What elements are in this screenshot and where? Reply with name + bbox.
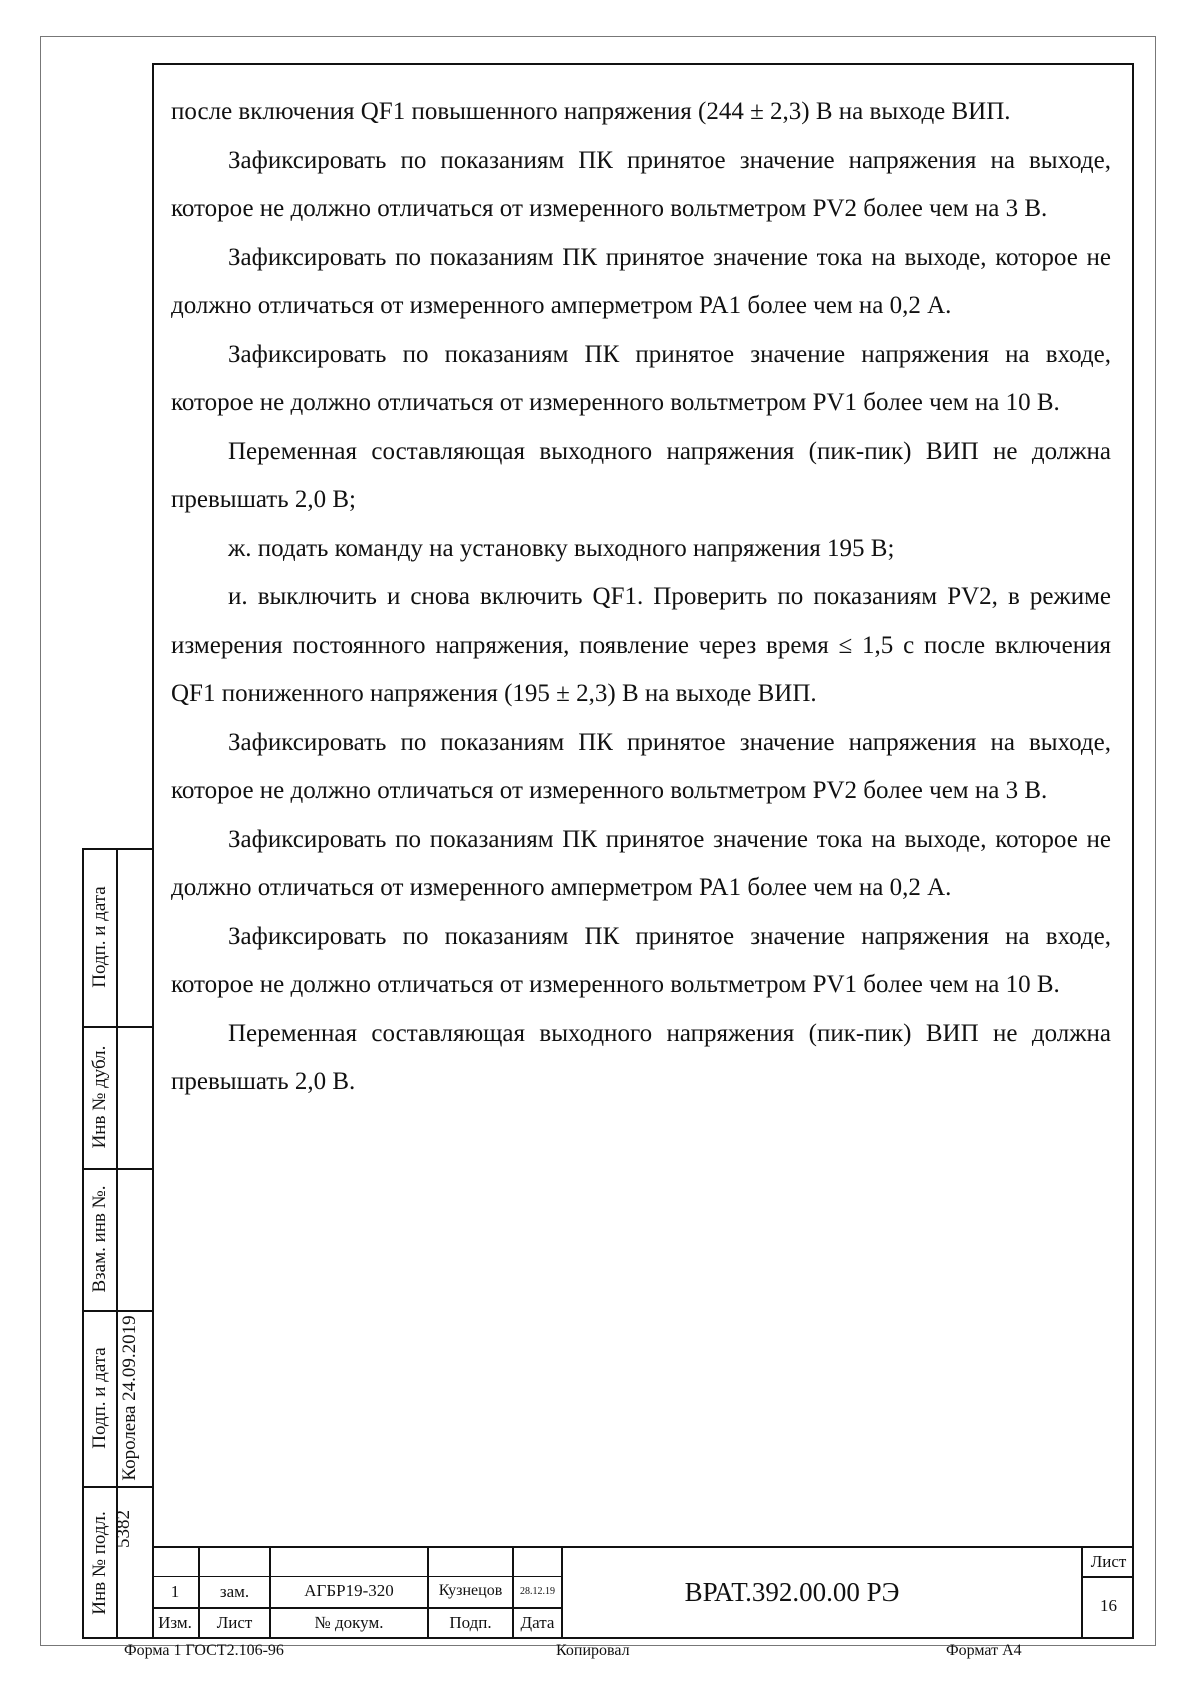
paragraph: Зафиксировать по показаниям ПК принятое значение тока на выходе, которое не должно отличаться от измеренного амперметром PA1 более чем на 0,2 А. [171, 243, 1111, 319]
title-block [152, 1546, 1134, 1639]
paragraph: Зафиксировать по показаниям ПК принятое значение напряжения на выходе, которое не должно отличаться от измеренного вольтметром PV2 более чем на 3 В. [171, 146, 1111, 222]
paragraph: Зафиксировать по показаниям ПК принятое значение напряжения на входе, которое не должно отличаться от измеренного вольтметром PV1 более чем на 10 В. [171, 922, 1111, 998]
side-stamp [82, 848, 152, 1639]
tb-line [152, 1607, 562, 1609]
side-signature-date: Королева 24.09.2019 [119, 1315, 140, 1481]
tb-list-value: зам. [219, 1582, 250, 1601]
paragraph: Зафиксировать по показаниям ПК принятое значение напряжения на выходе, которое не должно отличаться от измеренного вольтметром PV2 более чем на 3 В. [171, 728, 1111, 804]
paragraph: Переменная составляющая выходного напряжения (пик-пик) ВИП не должна превышать 2,0 В. [171, 1019, 1111, 1095]
paragraph: после включения QF1 повышенного напряжения (244 ± 2,3) В на выходе ВИП. [171, 98, 1011, 125]
paragraph: Зафиксировать по показаниям ПК принятое значение тока на выходе, которое не должно отличаться от измеренного амперметром PA1 более чем на 0,2 А. [171, 825, 1111, 901]
footer-copied: Копировал [556, 1642, 630, 1659]
tb-izm-header: Изм. [158, 1613, 192, 1632]
tb-data-header: Дата [520, 1613, 555, 1632]
sheet-label: Лист [1090, 1552, 1127, 1571]
tb-data-value: 28.12.19 [520, 1586, 555, 1597]
paragraph: Зафиксировать по показаниям ПК принятое значение напряжения на входе, которое не должно отличаться от измеренного вольтметром PV1 более чем на 10 В. [171, 340, 1111, 416]
body-text [171, 88, 1111, 1107]
paragraph: Переменная составляющая выходного напряжения (пик-пик) ВИП не должна превышать 2,0 В; [171, 437, 1111, 513]
side-label-podp-i-data-top: Подп. и дата [89, 886, 110, 988]
tb-doc-num-value: АГБР19-320 [304, 1581, 394, 1600]
paragraph: и. выключить и снова включить QF1. Проверить по показаниям PV2, в режиме измерения постоянного напряжения, появление через время ≤ 1,5 с после включения QF1 пониженного напряжения (195 ± 2,3) В на выходе ВИП. [171, 583, 1111, 707]
tb-line [152, 1546, 1134, 1548]
side-label-inv-dubl: Инв № дубл. [89, 1045, 110, 1149]
side-inv-podl-value: 5382 [113, 1510, 134, 1548]
side-label-inv-podl: Инв № подл. [89, 1511, 110, 1615]
footer-form: Форма 1 ГОСТ2.106-96 [124, 1642, 284, 1659]
tb-podp-header: Подп. [449, 1613, 492, 1632]
tb-doc-num-header: № докум. [314, 1613, 384, 1632]
side-label-vzam-inv: Взам. инв №. [89, 1185, 110, 1293]
tb-list-header: Лист [216, 1613, 253, 1632]
paragraph: ж. подать команду на установку выходного напряжения 195 В; [228, 534, 895, 562]
side-label-podp-i-data-bottom: Подп. и дата [89, 1347, 110, 1449]
tb-line [1081, 1576, 1134, 1578]
tb-line [152, 1576, 562, 1577]
tb-izm-value: 1 [170, 1582, 180, 1601]
footer-format: Формат А4 [946, 1642, 1022, 1659]
tb-podp-value: Кузнецов [438, 1582, 503, 1599]
sheet-number: 16 [1100, 1596, 1117, 1615]
document-code: ВРАТ.392.00.00 РЭ [684, 1577, 900, 1607]
